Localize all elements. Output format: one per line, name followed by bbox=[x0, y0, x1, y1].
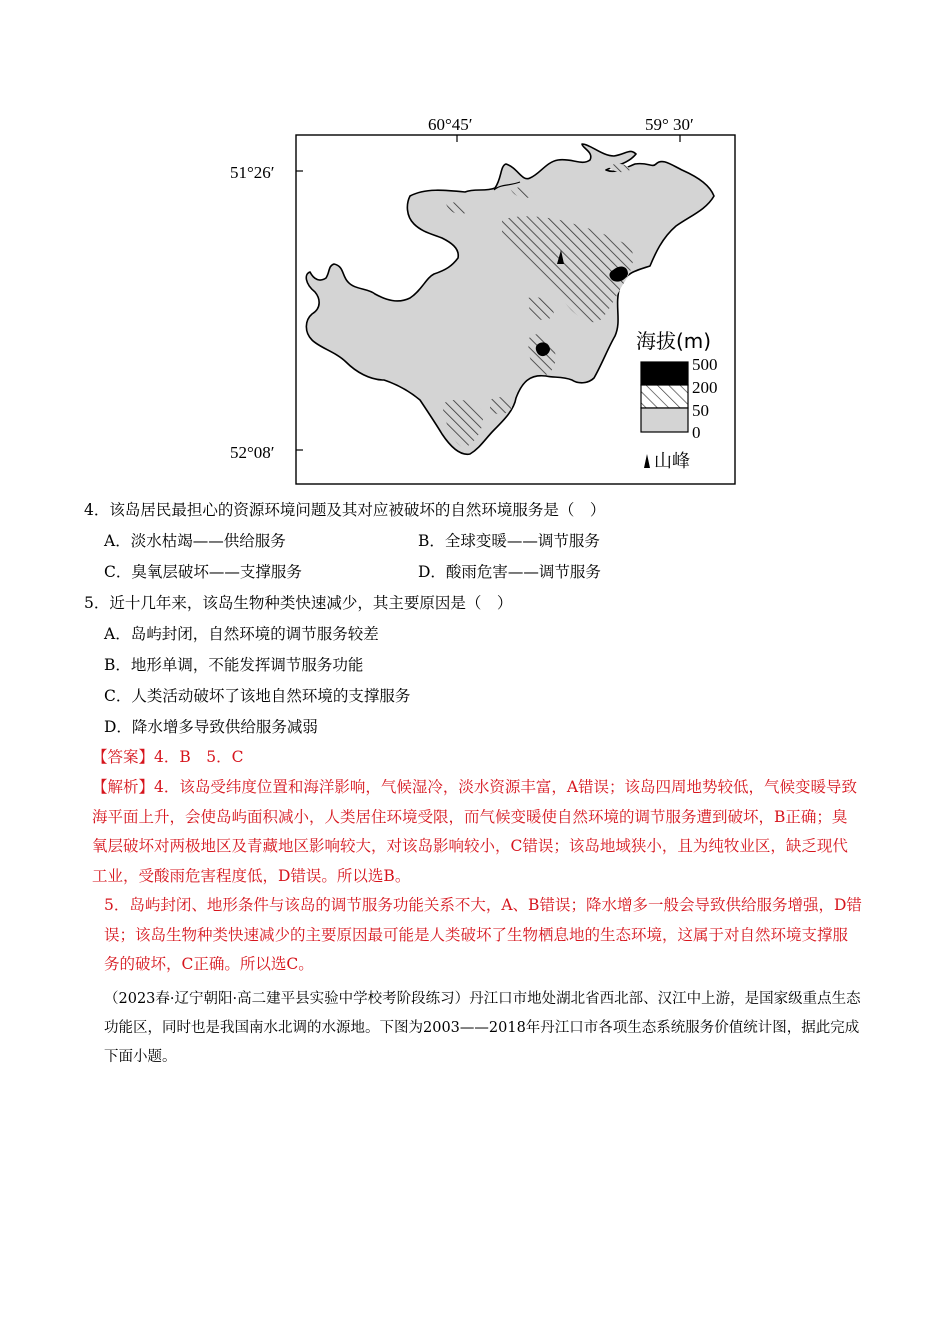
legend-peak-label: 山峰 bbox=[654, 451, 690, 472]
legend-value-0: 0 bbox=[692, 423, 701, 442]
legend-value-200: 200 bbox=[692, 378, 718, 397]
analysis-4: 【解析】4．该岛受纬度位置和海洋影响，气候湿冷，淡水资源丰富，A错误；该岛四周地势较低，气候变暖导致海平面上升，会使岛屿面积减小，人类居住环境受限，而气候变暖使自然环境的调节服务遭到破坏，B正确；臭氧层破坏对两极地区及青藏地区影响较大，对该岛影响较小，C错误；该岛地域狭小，且为纯牧业区，缺乏现代工业，受酸雨危害程度低，D错误。所以选B。 bbox=[92, 778, 858, 885]
lat-label-1: 51°26′ bbox=[230, 163, 275, 182]
q4-option-c: C．臭氧层破坏——支撑服务 bbox=[104, 563, 302, 581]
island-map bbox=[210, 108, 770, 488]
lon-label-2: 59° 30′ bbox=[645, 115, 694, 134]
lat-label-2: 52°08′ bbox=[230, 443, 275, 462]
legend-swatch-low bbox=[641, 408, 688, 432]
lon-label-1: 60°45′ bbox=[428, 115, 473, 134]
legend-swatch-hatch bbox=[641, 385, 688, 408]
legend-value-50: 50 bbox=[692, 401, 709, 420]
answer-line: 【答案】4．B 5．C bbox=[92, 748, 244, 766]
q5-option-a: A．岛屿封闭，自然环境的调节服务较差 bbox=[104, 625, 379, 643]
q4-option-d: D．酸雨危害——调节服务 bbox=[418, 563, 601, 581]
q4-stem: 4．该岛居民最担心的资源环境问题及其对应被破坏的自然环境服务是（ ） bbox=[84, 501, 606, 519]
analysis-5: 5．岛屿封闭、地形条件与该岛的调节服务功能关系不大，A、B错误；降水增多一般会导致供给服务增强，D错误；该岛生物种类快速减少的主要原因最可能是人类破坏了生物栖息地的生态环境，这属于对自然环境支撑服务的破坏，C正确。所以选C。 bbox=[104, 896, 862, 973]
q5-stem: 5．近十几年来，该岛生物种类快速减少，其主要原因是（ ） bbox=[84, 594, 513, 612]
q5-option-b: B．地形单调，不能发挥调节服务功能 bbox=[104, 656, 364, 674]
legend-title: 海拔(m) bbox=[636, 329, 712, 353]
q4-option-b: B．全球变暖——调节服务 bbox=[418, 532, 600, 550]
q4-option-a: A．淡水枯竭——供给服务 bbox=[104, 532, 286, 550]
legend-swatch-high bbox=[641, 362, 688, 385]
legend-value-500: 500 bbox=[692, 355, 718, 374]
q5-option-c: C．人类活动破坏了该地自然环境的支撑服务 bbox=[104, 687, 411, 705]
q5-option-d: D．降水增多导致供给服务减弱 bbox=[104, 718, 318, 736]
source-paragraph: （2023春·辽宁朝阳·高二建平县实验中学校考阶段练习）丹江口市地处湖北省西北部、汉江中上游，是国家级重点生态功能区，同时也是我国南水北调的水源地。下图为2003——2018年丹江口市各项生态系统服务价值统计图，据此完成下面小题。 bbox=[104, 991, 861, 1065]
